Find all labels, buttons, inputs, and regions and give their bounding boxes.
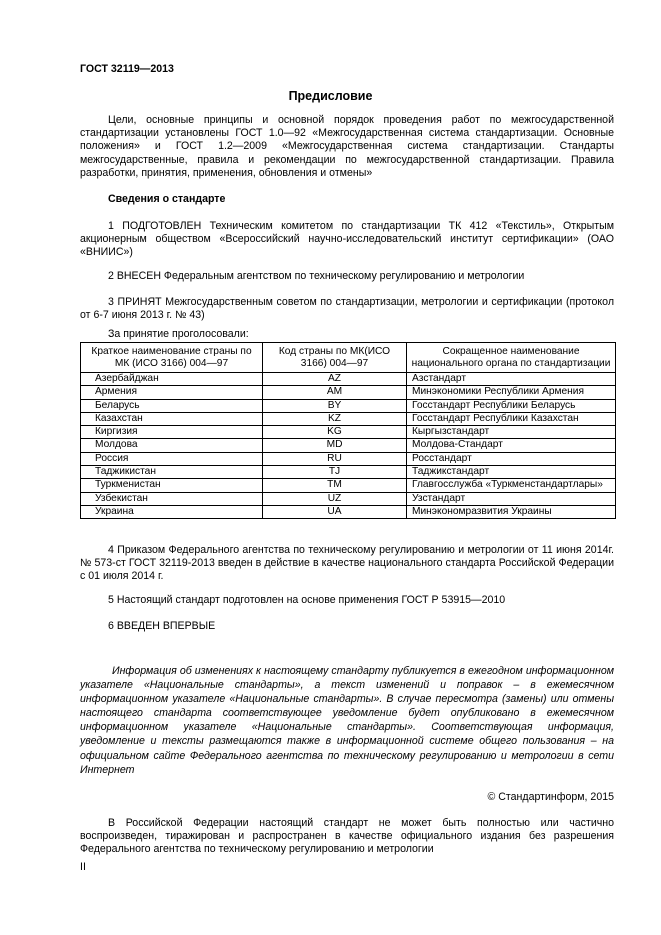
- table-row: [81, 399, 616, 412]
- country-code: TM: [263, 479, 407, 492]
- item-2: 2 ВНЕСЕН Федеральным агентством по техническому регулированию и метрологии: [108, 270, 525, 282]
- standards-body: Госстандарт Республики Казахстан: [407, 412, 616, 425]
- amendments-notice: Информация об изменениях к настоящему стандарту публикуется в ежегодном информационном указателе «Национальные стандарты», а текст изменений и поправок – в ежемесячном информационном указателе «Национальные стандарты». В случае пересмотра (замены) или отмены настоящего стандарта соответствующее уведомление будет опубликовано в ежемесячном информационном указателе «Национальные стандарты». Соответствующая информация, уведомление и тексты размещаются также в информационной системе общего пользования – на официальном сайте Федерального агентства по техническому регулированию и метрологии в сети Интернет: [80, 665, 614, 776]
- country-code: UZ: [263, 492, 407, 505]
- info-heading: Сведения о стандарте: [108, 193, 226, 205]
- country-code: KZ: [263, 412, 407, 425]
- rights-notice: В Российской Федерации настоящий стандарт не может быть полностью или частично воспроизведен, тиражирован и распространен в качестве официального издания без разрешения Федерального агентства по техническому регулированию и метрологии: [80, 817, 614, 856]
- table-row: [81, 439, 616, 452]
- country-name: Украина: [81, 505, 263, 518]
- country-name: Таджикистан: [81, 466, 263, 479]
- voted-label: За принятие проголосовали:: [108, 328, 249, 340]
- country-code: UA: [263, 505, 407, 518]
- column-header-country: Краткое наименование страны по МК (ИСО 3166) 004—97: [81, 343, 263, 373]
- standards-body: Минэкономики Республики Армения: [407, 386, 616, 399]
- country-code: AZ: [263, 373, 407, 386]
- country-name: Казахстан: [81, 412, 263, 425]
- table-row: [81, 373, 616, 386]
- page-number: II: [80, 861, 86, 873]
- table-row: [81, 426, 616, 439]
- country-code: KG: [263, 426, 407, 439]
- country-name: Россия: [81, 452, 263, 465]
- standards-body: Минэкономразвития Украины: [407, 505, 616, 518]
- standards-body: Госстандарт Республики Беларусь: [407, 399, 616, 412]
- country-code: AM: [263, 386, 407, 399]
- page-title: Предисловие: [288, 89, 373, 103]
- standards-body: Кыргызстандарт: [407, 426, 616, 439]
- item-4: 4 Приказом Федерального агентства по техническому регулированию и метрологии от 11 июня 2014г. № 573-ст ГОСТ 32119-2013 введен в действие в качестве национального стандарта Российской Федерации с 01 июля 2014 г.: [80, 544, 614, 583]
- country-code: BY: [263, 399, 407, 412]
- country-name: Киргизия: [81, 426, 263, 439]
- table-row: [81, 412, 616, 425]
- country-code: RU: [263, 452, 407, 465]
- standards-body: Молдова-Стандарт: [407, 439, 616, 452]
- intro-paragraph: Цели, основные принципы и основной порядок проведения работ по межгосударственной стандартизации установлены ГОСТ 1.0—92 «Межгосударственная система стандартизации. Основные положения» и ГОСТ 1.2—2009 «Межгосударственная система стандартизации. Стандарты межгосударственные, правила и рекомендации по межгосударственной стандартизации. Правила разработки, принятия, применения, обновления и отмены»: [80, 114, 614, 179]
- table-row: [81, 479, 616, 492]
- country-name: Армения: [81, 386, 263, 399]
- country-name: Азербайджан: [81, 373, 263, 386]
- standards-body: Главгосслужба «Туркменстандартлары»: [407, 479, 616, 492]
- table-row: [81, 386, 616, 399]
- standards-body: Азстандарт: [407, 373, 616, 386]
- country-code: MD: [263, 439, 407, 452]
- column-header-code: Код страны по МК(ИСО 3166) 004—97: [263, 343, 407, 373]
- standards-body: Узстандарт: [407, 492, 616, 505]
- standards-body: Росстандарт: [407, 452, 616, 465]
- table-row: [81, 505, 616, 518]
- column-header-body: Сокращенное наименование национального органа по стандартизации: [407, 343, 616, 373]
- item-6: 6 ВВЕДЕН ВПЕРВЫЕ: [108, 620, 216, 632]
- table-row: [81, 466, 616, 479]
- standards-body: Таджикстандарт: [407, 466, 616, 479]
- item-1: 1 ПОДГОТОВЛЕН Техническим комитетом по стандартизации ТК 412 «Текстиль», Открытым акционерным обществом «Всероссийский научно-исследовательский институт сертификации» (ОАО «ВНИИС»): [80, 220, 614, 259]
- table-header-row: [81, 343, 616, 373]
- country-name: Узбекистан: [81, 492, 263, 505]
- country-name: Туркменистан: [81, 479, 263, 492]
- item-5: 5 Настоящий стандарт подготовлен на основе применения ГОСТ Р 53915—2010: [108, 594, 506, 606]
- table-row: [81, 492, 616, 505]
- country-code: TJ: [263, 466, 407, 479]
- copyright: © Стандартинформ, 2015: [487, 791, 614, 803]
- country-name: Беларусь: [81, 399, 263, 412]
- country-name: Молдова: [81, 439, 263, 452]
- item-3: 3 ПРИНЯТ Межгосударственным советом по стандартизации, метрологии и сертификации (протокол от 6-7 июня 2013 г. № 43): [80, 296, 614, 322]
- voting-countries-table: [80, 342, 616, 519]
- document-code: ГОСТ 32119—2013: [80, 63, 174, 75]
- table-row: [81, 452, 616, 465]
